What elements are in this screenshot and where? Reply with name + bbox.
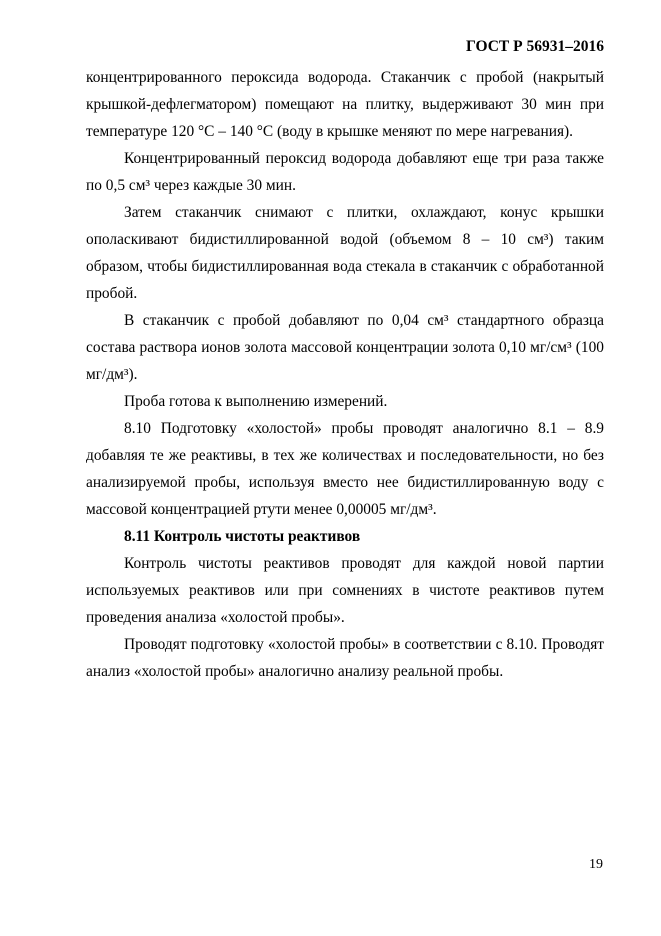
paragraph-peroxide-addition: Концентрированный пероксид водорода добавляют еще три раза также по 0,5 см³ через каждые 30 мин.: [86, 150, 604, 194]
paragraph-gold-standard: В стаканчик с пробой добавляют по 0,04 см³ стандартного образца состава раствора ионов золота массовой концентрации золота 0,10 мг/см³ (100 мг/дм³).: [86, 312, 604, 383]
paragraph-sample-ready: Проба готова к выполнению измерений.: [124, 393, 388, 410]
paragraph-blank-analysis: Проводят подготовку «холостой пробы» в соответствии с 8.10. Проводят анализ «холостой пробы» аналогично анализу реальной пробы.: [86, 636, 604, 680]
document-body: [86, 64, 604, 685]
page-number: 19: [589, 857, 603, 872]
paragraph-rinsing: Затем стаканчик снимают с плитки, охлаждают, конус крышки ополаскивают бидистиллированной водой (объемом 8 – 10 см³) таким образом, чтобы бидистиллированная вода стекала в стаканчик с обработанной пробой.: [86, 204, 604, 302]
document-code-header: ГОСТ Р 56931–2016: [466, 38, 604, 55]
paragraph-heating-procedure: концентрированного пероксида водорода. Стаканчик с пробой (накрытый крышкой-дефлегматором) помещают на плитку, выдерживают 30 мин при температуре 120 °С – 140 °С (воду в крышке меняют по мере нагревания).: [86, 69, 604, 140]
paragraph-reagent-purity-control: Контроль чистоты реактивов проводят для каждой новой партии используемых реактивов или при сомнениях в чистоте реактивов путем проведения анализа «холостой пробы».: [86, 555, 604, 626]
section-title-reagent-purity: 8.11 Контроль чистоты реактивов: [124, 528, 361, 545]
paragraph-blank-sample-preparation: 8.10 Подготовку «холостой» пробы проводят аналогично 8.1 – 8.9 добавляя те же реактивы, в тех же количествах и последовательности, но без анализируемой пробы, используя вместо нее бидистиллированную воду с массовой концентрацией ртути менее 0,00005 мг/дм³.: [86, 420, 604, 518]
